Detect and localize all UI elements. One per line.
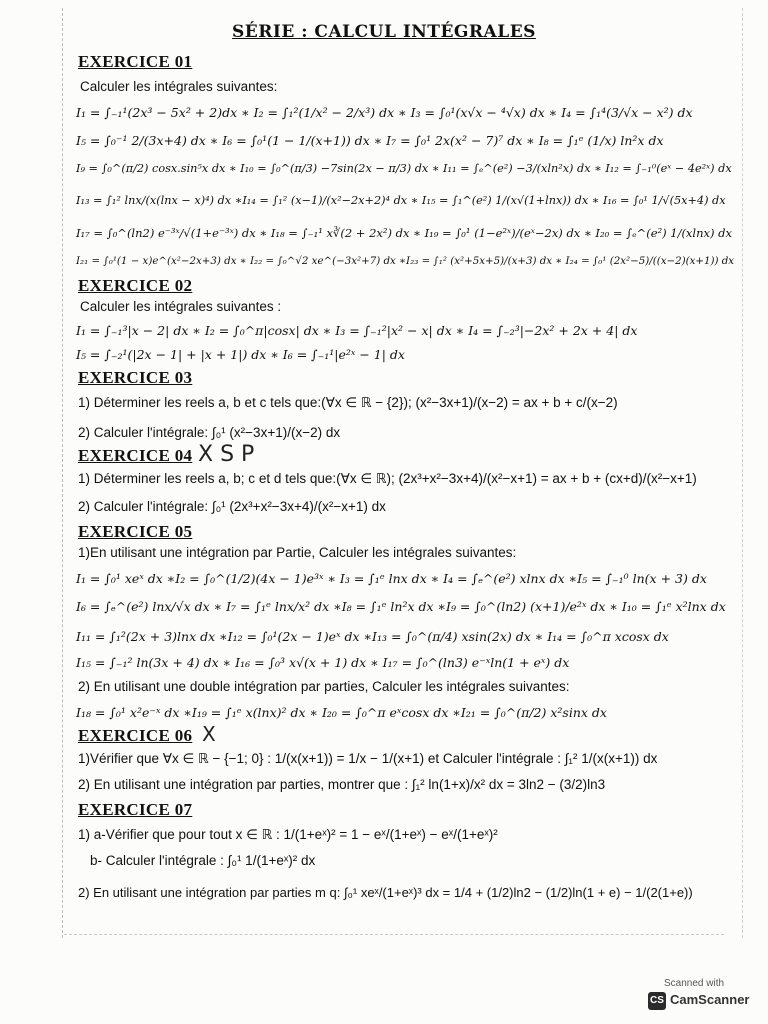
exercise-01-row-4: I₁₃ = ∫₁² lnx/(x(lnx − x)⁴) dx ∗I₁₄ = ∫₁² (x−1)/(x²−2x+2)⁴ dx ∗ I₁₅ = ∫₁^(e²) 1/(x√(1+lnx)) dx ∗ I₁₆ = ∫₀¹ 1/√(5x+4) dx	[76, 194, 726, 207]
exercise-07-question-1a: 1) a-Vérifier que pour tout x ∈ ℝ : 1/(1+eˣ)² = 1 − eˣ/(1+eˣ) − eˣ/(1+eˣ)²	[78, 827, 498, 842]
exercise-02-row-2: I₅ = ∫₋₂¹(|2x − 1| + |x + 1|) dx ∗ I₆ = ∫₋₁¹|e²ˣ − 1| dx	[76, 347, 405, 362]
exercise-06-handwritten-mark: X	[202, 722, 216, 746]
exercise-06-question-2: 2) En utilisant une intégration par parties, montrer que : ∫₁² ln(1+x)/x² dx = 3ln2 − (3/2)ln3	[78, 777, 606, 792]
exercise-01-row-6: I₂₁ = ∫₀¹(1 − x)e^(x²−2x+3) dx ∗ I₂₂ = ∫₀^√2 xe^(−3x²+7) dx ∗I₂₃ = ∫₁² (x²+5x+5)/(x+3) dx ∗ I₂₄ = ∫₀¹ (2x²−5)/((x−2)(x+1)) dx	[76, 255, 735, 267]
exercise-05-row-1: I₁ = ∫₀¹ xeˣ dx ∗I₂ = ∫₀^(1/2)(4x − 1)e³ˣ ∗ I₃ = ∫₁ᵉ lnx dx ∗ I₄ = ∫ₑ^(e²) xlnx dx ∗I₅ = ∫₋₁⁰ ln(x + 3) dx	[76, 571, 707, 586]
exercise-01-row-2: I₅ = ∫₀⁻¹ 2/(3x+4) dx ∗ I₆ = ∫₀¹(1 − 1/(x+1)) dx ∗ I₇ = ∫₀¹ 2x(x² − 7)⁷ dx ∗ I₈ = ∫₁ᵉ (1/x) ln²x dx	[76, 133, 664, 148]
exercise-07-question-1b: b- Calculer l'intégrale : ∫₀¹ 1/(1+eˣ)² dx	[90, 853, 316, 868]
exercise-01-heading: EXERCICE 01	[78, 52, 193, 71]
scan-edge-right	[742, 8, 744, 938]
exercise-05-question-1: 1)En utilisant une intégration par Partie, Calculer les intégrales suivantes:	[78, 545, 517, 560]
scan-edge-left	[62, 8, 64, 938]
exercise-06-question-1: 1)Vérifier que ∀x ∈ ℝ − {−1; 0} : 1/(x(x+1)) = 1/x − 1/(x+1) et Calculer l'intégrale : ∫₁² 1/(x(x+1)) dx	[78, 751, 658, 766]
exercise-03-question-2: 2) Calculer l'intégrale: ∫₀¹ (x²−3x+1)/(x−2) dx	[78, 425, 341, 440]
scanned-with-label: Scanned with	[664, 978, 725, 989]
exercise-01-row-1: I₁ = ∫₋₁¹(2x³ − 5x² + 2)dx ∗ I₂ = ∫₁²(1/x² − 2/x³) dx ∗ I₃ = ∫₀¹(x√x − ⁴√x) dx ∗ I₄ = ∫₁⁴(3/√x − x²) dx	[76, 105, 693, 120]
page-title: SÉRIE : CALCUL INTÉGRALES	[232, 22, 536, 42]
exercise-02-intro: Calculer les intégrales suivantes :	[80, 299, 282, 314]
camscanner-name: CamScanner	[670, 992, 750, 1007]
exercise-05-heading: EXERCICE 05	[78, 522, 193, 541]
exercise-03-heading: EXERCICE 03	[78, 368, 193, 387]
camscanner-logo-icon: CS	[648, 992, 666, 1010]
exercise-04-heading: EXERCICE 04	[78, 446, 193, 465]
exercise-01-row-5: I₁₇ = ∫₀^(ln2) e⁻³ˣ/√(1+e⁻³ˣ) dx ∗ I₁₈ = ∫₋₁¹ x∛(2 + 2x²) dx ∗ I₁₉ = ∫₀¹ (1−e²ˣ)/(eˣ−2x) dx ∗ I₂₀ = ∫ₑ^(e²) 1/(xlnx) dx	[76, 226, 732, 240]
camscanner-watermark	[648, 978, 764, 1020]
exercise-07-heading: EXERCICE 07	[78, 800, 193, 819]
exercise-05-row-2: I₆ = ∫ₑ^(e²) lnx/√x dx ∗ I₇ = ∫₁ᵉ lnx/x² dx ∗I₈ = ∫₁ᵉ ln²x dx ∗I₉ = ∫₀^(ln2) (x+1)/e²ˣ dx ∗ I₁₀ = ∫₁ᵉ x²lnx dx	[76, 599, 726, 614]
exercise-04-handwritten-note: X S P	[198, 442, 255, 467]
exercise-04-question-1: 1) Déterminer les reels a, b; c et d tels que:(∀x ∈ ℝ); (2x³+x²−3x+4)/(x²−x+1) = ax + b + (cx+d)/(x²−x+1)	[78, 471, 697, 486]
exercise-05-row-4: I₁₅ = ∫₋₁² ln(3x + 4) dx ∗ I₁₆ = ∫₀³ x√(x + 1) dx ∗ I₁₇ = ∫₀^(ln3) e⁻ˣln(1 + eˣ) dx	[76, 655, 570, 670]
exercise-06-heading: EXERCICE 06	[78, 726, 193, 745]
exercise-01-intro: Calculer les intégrales suivantes:	[80, 79, 278, 94]
exercise-04-question-2: 2) Calculer l'intégrale: ∫₀¹ (2x³+x²−3x+4)/(x²−x+1) dx	[78, 499, 386, 514]
exercise-07-question-2: 2) En utilisant une intégration par parties m q: ∫₀¹ xeˣ/(1+eˣ)³ dx = 1/4 + (1/2)ln2 − (1/2)ln(1 + e) − 1/(2(1+e))	[78, 885, 693, 900]
exercise-02-heading: EXERCICE 02	[78, 276, 193, 295]
exercise-01-row-3: I₉ = ∫₀^(π/2) cosx.sin⁵x dx ∗ I₁₀ = ∫₀^(π/3) −7sin(2x − π/3) dx ∗ I₁₁ = ∫ₑ^(e²) −3/(xln²x) dx ∗ I₁₂ = ∫₋₁⁰(eˣ − 4e²ˣ) dx	[76, 162, 732, 175]
exercise-05-row-3: I₁₁ = ∫₁²(2x + 3)lnx dx ∗I₁₂ = ∫₀¹(2x − 1)eˣ dx ∗I₁₃ = ∫₀^(π/4) xsin(2x) dx ∗ I₁₄ = ∫₀^π xcosx dx	[76, 629, 669, 644]
exercise-03-question-1: 1) Déterminer les reels a, b et c tels que:(∀x ∈ ℝ − {2}); (x²−3x+1)/(x−2) = ax + b + c/(x−2)	[78, 395, 618, 410]
scan-edge-bottom	[64, 934, 724, 935]
exercise-05-question-2: 2) En utilisant une double intégration par parties, Calculer les intégrales suivantes:	[78, 679, 570, 694]
exercise-02-row-1: I₁ = ∫₋₁³|x − 2| dx ∗ I₂ = ∫₀^π|cosx| dx ∗ I₃ = ∫₋₁²|x² − x| dx ∗ I₄ = ∫₋₂³|−2x² + 2x + 4| dx	[76, 323, 638, 338]
exercise-05-row-5: I₁₈ = ∫₀¹ x²e⁻ˣ dx ∗I₁₉ = ∫₁ᵉ x(lnx)² dx ∗ I₂₀ = ∫₀^π eˣcosx dx ∗I₂₁ = ∫₀^(π/2) x²sinx dx	[76, 705, 607, 720]
